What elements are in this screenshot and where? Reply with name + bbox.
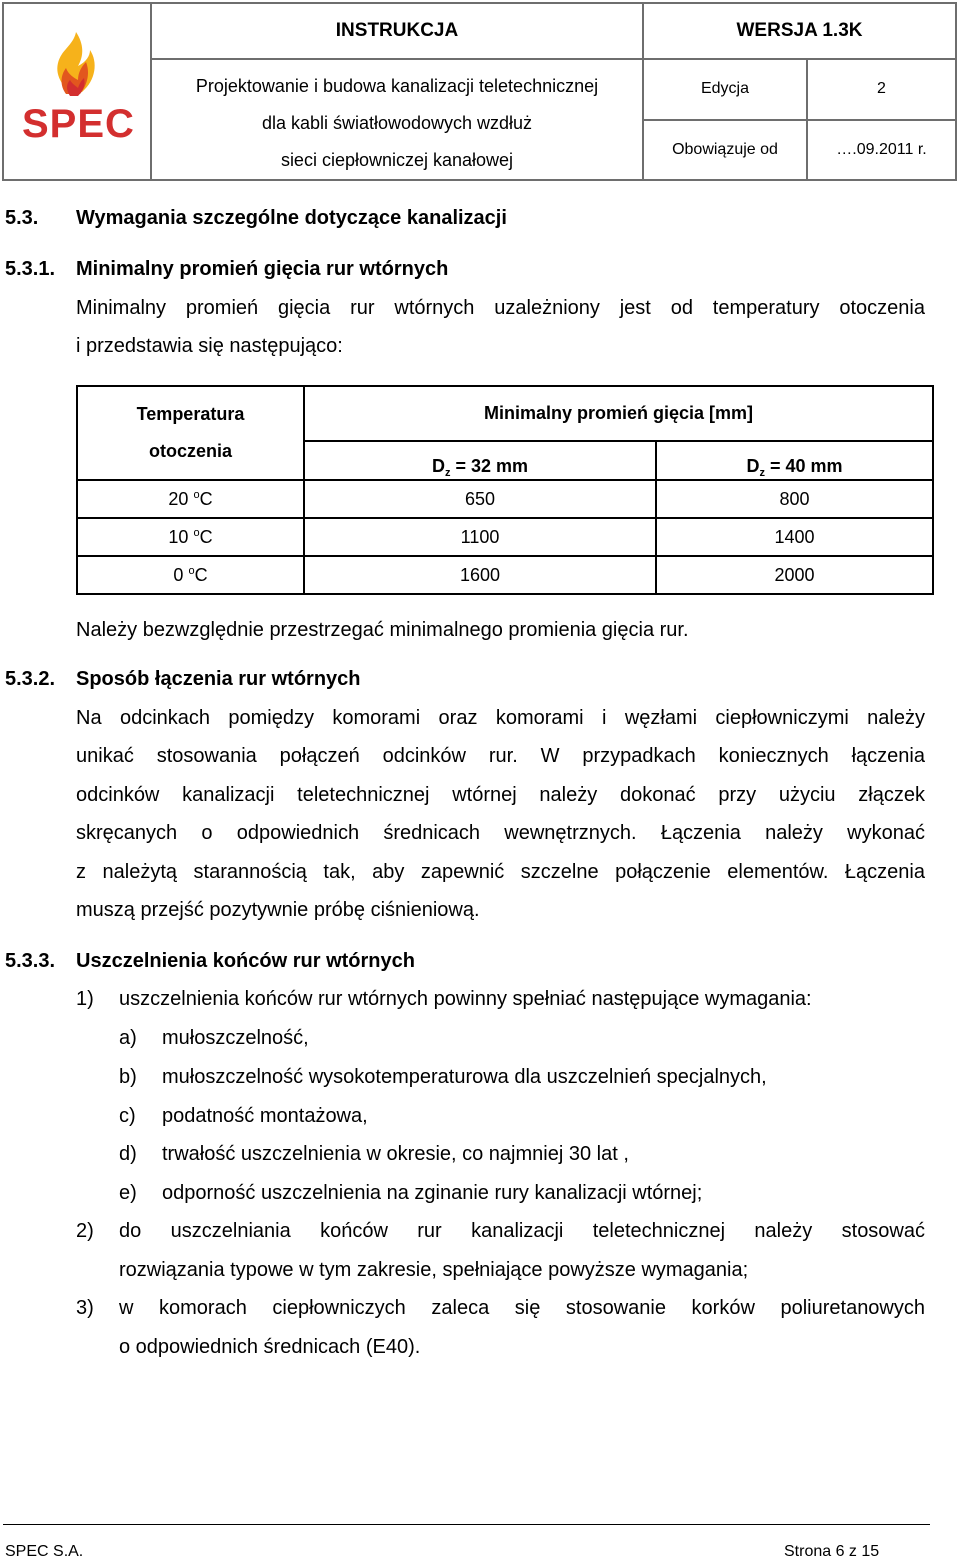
paragraph-line: Minimalny promień gięcia rur wtórnych uzależniony jest od temperatury otoczenia bbox=[76, 297, 925, 319]
subtitle-line: dla kabli światłowodowych wzdłuż bbox=[261, 113, 533, 133]
column-header-d40 bbox=[656, 441, 933, 480]
section-title: Wymagania szczególne dotyczące kanalizacji bbox=[76, 207, 507, 229]
diameter-value: = 40 mm bbox=[769, 456, 843, 476]
table-row bbox=[77, 480, 933, 518]
spec-logo bbox=[4, 10, 150, 174]
diameter-subscript: z bbox=[759, 467, 765, 479]
list-number: 1) bbox=[76, 988, 94, 1010]
logo-cell bbox=[3, 3, 151, 180]
paragraph-line: z należytą starannością tak, aby zapewnić szczelne połączenie elementów. Łączenia bbox=[76, 861, 925, 883]
paragraph-line: Na odcinkach pomiędzy komorami oraz komorami i węzłami ciepłowniczymi należy bbox=[76, 707, 925, 729]
diameter-symbol: D bbox=[431, 456, 445, 476]
subsection-number: 5.3.1. bbox=[5, 258, 56, 280]
sublist-letter: b) bbox=[119, 1066, 137, 1088]
sublist-item: trwałość uszczelnienia w okresie, co najmniej 30 lat , bbox=[162, 1143, 629, 1165]
flame-icon bbox=[4, 10, 150, 110]
sublist-item: mułoszczelność, bbox=[162, 1027, 309, 1049]
temperature-header-line: otoczenia bbox=[148, 441, 232, 461]
subsection-number: 5.3.2. bbox=[5, 668, 56, 690]
radius-cell: 2000 bbox=[656, 556, 933, 594]
subsection-2-heading bbox=[5, 668, 361, 691]
diameter-symbol: D bbox=[746, 456, 760, 476]
sublist-letter: e) bbox=[119, 1182, 137, 1204]
logo-text: SPEC bbox=[22, 101, 135, 146]
document-type: INSTRUKCJA bbox=[151, 3, 643, 59]
subsection-number: 5.3.3. bbox=[5, 950, 56, 972]
list-item-text: o odpowiednich średnicach (E40). bbox=[119, 1336, 421, 1358]
bending-radius-table bbox=[76, 385, 934, 595]
sublist-item: odporność uszczelnienia na zginanie rury kanalizacji wtórnej; bbox=[162, 1182, 703, 1204]
list-item-text: rozwiązania typowe w tym zakresie, spełniające powyższe wymagania; bbox=[119, 1259, 749, 1281]
table-row bbox=[77, 556, 933, 594]
list-number: 2) bbox=[76, 1220, 94, 1242]
temperature-header-line: Temperatura bbox=[136, 404, 245, 424]
temperature-header bbox=[77, 386, 304, 480]
subtitle-line: Projektowanie i budowa kanalizacji teletechnicznej bbox=[195, 76, 599, 96]
document-subtitle bbox=[151, 59, 643, 180]
paragraph-line: skręcanych o odpowiednich średnicach wewnętrznych. Łączenia należy wykonać bbox=[76, 822, 925, 844]
radius-cell: 650 bbox=[304, 480, 656, 518]
paragraph-line: unikać stosowania połączeń odcinków rur. W przypadkach koniecznych łączenia bbox=[76, 745, 925, 767]
subsection-title: Uszczelnienia końców rur wtórnych bbox=[76, 950, 415, 972]
footer-company: SPEC S.A. bbox=[5, 1543, 84, 1560]
list-number: 3) bbox=[76, 1297, 94, 1319]
paragraph-line: muszą przejść pozytywnie próbę ciśnieniową. bbox=[76, 899, 480, 921]
radius-cell: 1100 bbox=[304, 518, 656, 556]
valid-from-value: ….09.2011 r. bbox=[807, 120, 956, 181]
subtitle-line: sieci ciepłowniczej kanałowej bbox=[280, 150, 514, 170]
radius-cell: 1400 bbox=[656, 518, 933, 556]
edition-value: 2 bbox=[807, 59, 956, 120]
temperature-cell: 10 $^o$C bbox=[77, 518, 304, 556]
document-version: WERSJA 1.3K bbox=[643, 3, 956, 59]
radius-cell: 1600 bbox=[304, 556, 656, 594]
paragraph-line: i przedstawia się następująco: bbox=[76, 335, 343, 357]
temperature-cell: 0 $^o$C bbox=[77, 556, 304, 594]
footer-divider bbox=[3, 1524, 930, 1525]
radius-header: Minimalny promień gięcia [mm] bbox=[304, 386, 933, 441]
paragraph-line: odcinków kanalizacji teletechnicznej wtórnej należy dokonać przy użyciu złączek bbox=[76, 784, 925, 806]
footer-page-number: Strona 6 z 15 bbox=[784, 1543, 880, 1560]
valid-from-label: Obowiązuje od bbox=[643, 120, 807, 181]
section-heading bbox=[5, 207, 507, 230]
subsection-title: Sposób łączenia rur wtórnych bbox=[76, 668, 361, 690]
list-item-text: w komorach ciepłowniczych zaleca się stosowanie korków poliuretanowych bbox=[119, 1297, 925, 1319]
document-header bbox=[2, 2, 957, 181]
table-row bbox=[77, 518, 933, 556]
diameter-value: = 32 mm bbox=[455, 456, 529, 476]
note-text: Należy bezwzględnie przestrzegać minimalnego promienia gięcia rur. bbox=[76, 619, 689, 641]
sublist-letter: d) bbox=[119, 1143, 137, 1165]
subsection-1-heading bbox=[5, 258, 449, 281]
edition-label: Edycja bbox=[643, 59, 807, 120]
sublist-item: podatność montażowa, bbox=[162, 1105, 368, 1127]
column-header-d32 bbox=[304, 441, 656, 480]
temperature-cell: 20 $^o$C bbox=[77, 480, 304, 518]
sublist-letter: a) bbox=[119, 1027, 137, 1049]
section-number: 5.3. bbox=[5, 207, 39, 229]
subsection-3-heading bbox=[5, 950, 415, 973]
list-item-text: do uszczelniania końców rur kanalizacji teletechnicznej należy stosować bbox=[119, 1220, 925, 1242]
subsection-title: Minimalny promień gięcia rur wtórnych bbox=[76, 258, 449, 280]
diameter-subscript: z bbox=[444, 467, 451, 479]
sublist-letter: c) bbox=[119, 1105, 136, 1127]
list-item-text: uszczelnienia końców rur wtórnych powinny spełniać następujące wymagania: bbox=[119, 988, 812, 1010]
sublist-item: mułoszczelność wysokotemperaturowa dla uszczelnień specjalnych, bbox=[162, 1066, 767, 1088]
radius-cell: 800 bbox=[656, 480, 933, 518]
